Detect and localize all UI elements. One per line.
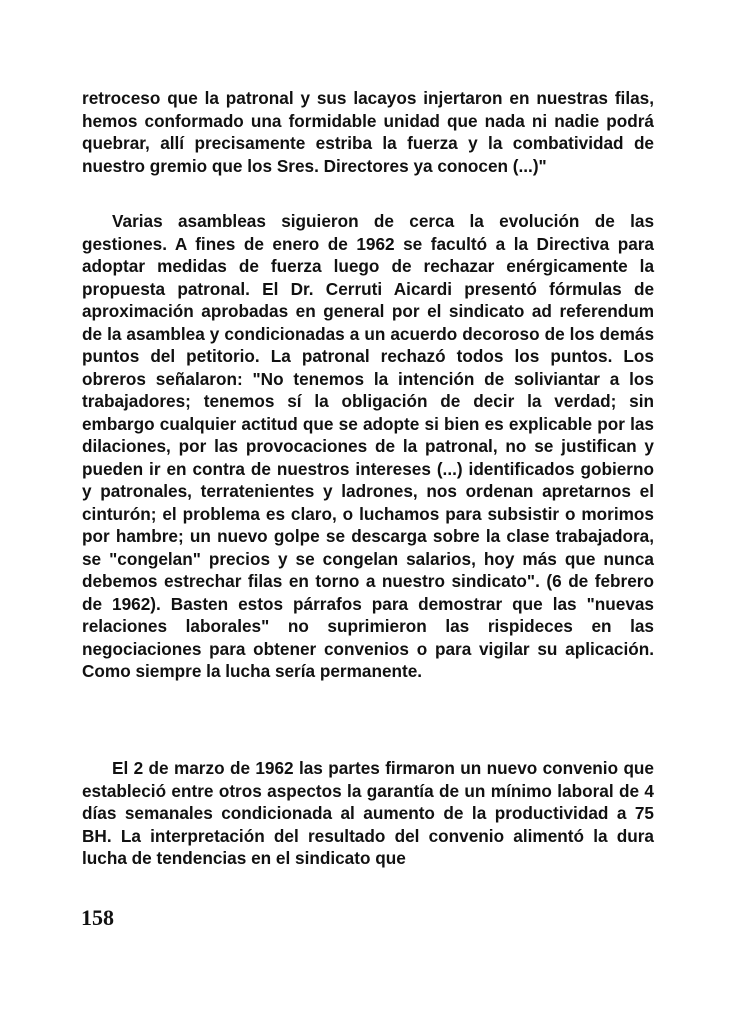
paragraph-continuation-quote: retroceso que la patronal y sus lacayos injertaron en nuestras filas, hemos conformado una formidable unidad que nada ni nadie podrá quebrar, allí precisamente estriba la fuerza y la combatividad de nuestro gremio que los Sres. Directores ya conocen (...)" (82, 88, 654, 176)
paragraph-assemblies: Varias asambleas siguieron de cerca la evolución de las gestiones. A fines de enero de 1962 se facultó a la Directiva para adoptar medidas de fuerza luego de rechazar enérgicamente la propuesta patronal. El Dr. Cerruti Aicardi presentó fórmulas de aproximación aprobadas en general por el sindicato ad referendum de la asamblea y condicionadas a un acuerdo decoroso de los demás puntos del petitorio. La patronal rechazó todos los puntos. Los obreros señalaron: "No tenemos la intención de soliviantar a los trabajadores; tenemos sí la obligación de decir la verdad; sin embargo cualquier actitud que se adopte si bien es explicable por las dilaciones, por las provocaciones de la patronal, no se justifican y pueden ir en contra de nuestros intereses (...) identificados gobierno y patronales, terratenientes y ladrones, nos ordenan apretarnos el cinturón; el problema es claro, o luchamos para subsistir o morimos por hambre; un nuevo golpe se descarga sobre la clase trabajadora, se "congelan" precios y se congelan salarios, hoy más que nunca debemos estrechar filas en torno a nuestro sindicato". (6 de febrero de 1962). Basten estos párrafos para demostrar que las "nuevas relaciones laborales" no suprimieron las rispideces en las negociaciones para obtener convenios o para vigilar su aplicación. Como siempre la lucha sería permanente. (82, 211, 654, 681)
paragraph-march-1962-agreement: El 2 de marzo de 1962 las partes firmaron un nuevo convenio que estableció entre otros aspectos la garantía de un mínimo laboral de 4 días semanales condicionada al aumento de la productividad a 75 BH. La interpretación del resultado del convenio alimentó la dura lucha de tendencias en el sindicato que (82, 758, 654, 868)
page-number: 158 (81, 905, 114, 930)
